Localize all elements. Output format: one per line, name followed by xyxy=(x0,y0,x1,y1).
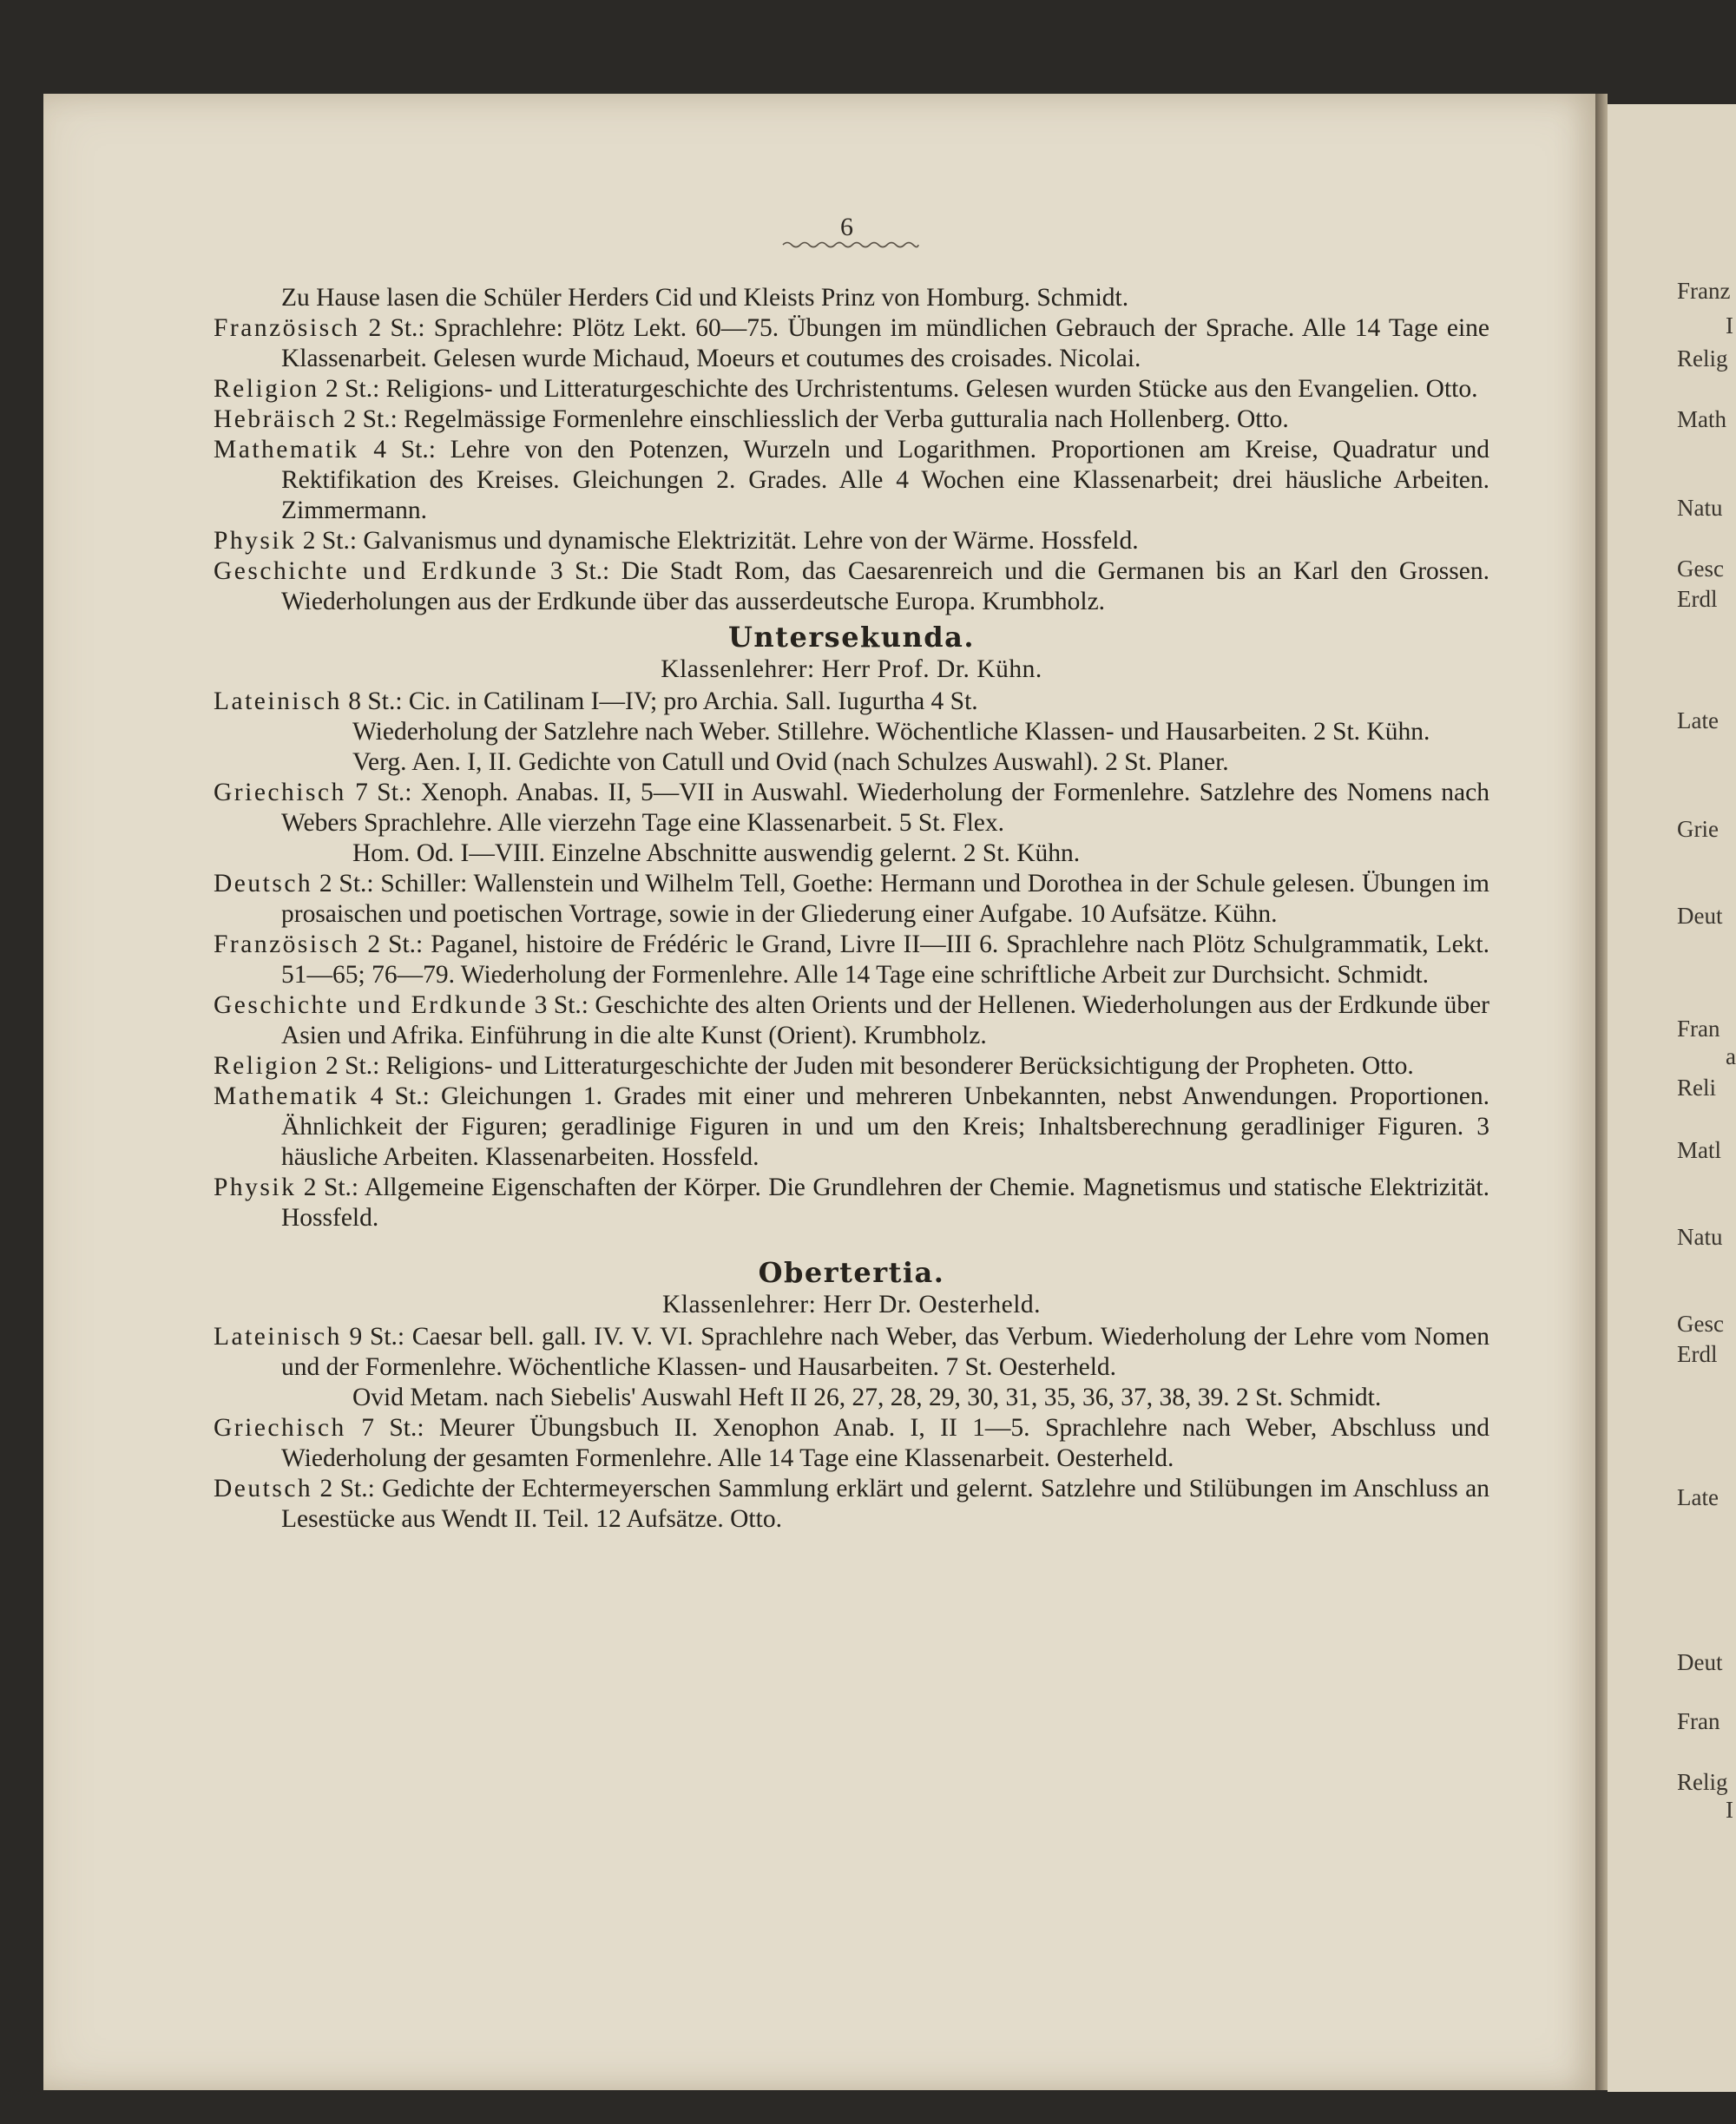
subject-name: Religion xyxy=(214,1052,319,1080)
subject-name: Mathematik xyxy=(214,1082,359,1110)
subject-name: Religion xyxy=(214,375,319,403)
entry-text: 2 St.: Allgemeine Eigenschaften der Körper. Die Grundlehren der Chemie. Magnetismus und statische Elektrizität. Hossfeld. xyxy=(281,1174,1489,1232)
subject-name: Mathematik xyxy=(214,436,359,464)
entry-text: 2 St.: Sprachlehre: Plötz Lekt. 60—75. Übungen im mündlichen Gebrauch der Sprache. Alle 14 Tage eine Klassenarbeit. Gelesen wurde Michaud, Moeurs et coutumes des croisades. Nicolai. xyxy=(281,314,1489,372)
subject-name: Griechisch xyxy=(214,779,346,806)
entry-text: 4 St.: Gleichungen 1. Grades mit einer und mehreren Unbekannten, nebst Anwendungen. Proportionen. Ähnlichkeit der Figuren; geradlinige Figuren in und um den Kreis; Inhaltsberechnung geradliniger Figuren. 3 häusliche Arbeiten. Klassenarbeiten. Hossfeld. xyxy=(281,1082,1489,1171)
subject-name: Physik xyxy=(214,527,297,555)
subject-entry xyxy=(214,526,1489,556)
next-page-fragment: Erdl xyxy=(1677,1341,1718,1367)
next-page-fragment: a xyxy=(1726,1043,1736,1069)
next-page-fragment: Franz xyxy=(1677,278,1731,304)
subject-name: Lateinisch xyxy=(214,1323,342,1351)
entry-text: 2 St.: Religions- und Litteraturgeschichte des Urchristentums. Gelesen wurden Stücke aus den Evangelien. Otto. xyxy=(319,375,1478,403)
next-page-fragment: Grie xyxy=(1677,816,1719,842)
entry-text: Verg. Aen. I, II. Gedichte von Catull und Ovid (nach Schulzes Auswahl). 2 St. Planer. xyxy=(352,748,1229,776)
entry-text: 9 St.: Caesar bell. gall. IV. V. VI. Sprachlehre nach Weber, das Verbum. Wiederholung der Lehre vom Nomen und der Formenlehre. Wöchentliche Klassen- und Hausarbeiten. 7 St. Oesterheld. xyxy=(281,1323,1489,1381)
subject-name: Griechisch xyxy=(214,1414,346,1442)
entry-text: 3 St.: Geschichte des alten Orients und der Hellenen. Wiederholungen aus der Erdkunde über Asien und Afrika. Einführung in die alte Kunst (Orient). Krumbholz. xyxy=(281,991,1489,1049)
entry-text: Ovid Metam. nach Siebelis' Auswahl Heft II 26, 27, 28, 29, 30, 31, 35, 36, 37, 38, 39. 2 St. Schmidt. xyxy=(352,1384,1382,1411)
subject-entry xyxy=(214,1173,1489,1233)
subject-entry xyxy=(214,1474,1489,1535)
class-teacher: Klassenlehrer: Herr Dr. Oesterheld. xyxy=(661,1291,1042,1318)
subject-entry xyxy=(214,1082,1489,1173)
book-gutter xyxy=(1595,94,1608,2090)
next-page-fragment: Reli xyxy=(1677,1075,1716,1101)
subject-name: Lateinisch xyxy=(214,687,342,715)
subject-entry xyxy=(214,283,1489,313)
subject-name: Geschichte und Erdkunde xyxy=(214,557,539,585)
entry-text: 2 St.: Schiller: Wallenstein und Wilhelm Tell, Goethe: Hermann und Dorothea in der Schule gelesen. Übungen im prosaischen und poetischen Vortrage, sowie in der Gliederung einer Aufgabe. 10 Aufsätze. Kühn. xyxy=(281,870,1489,928)
entry-text: Zu Hause lasen die Schüler Herders Cid und Kleists Prinz von Homburg. Schmidt. xyxy=(281,284,1129,312)
next-page-edge xyxy=(1608,104,1736,2092)
page-number: 6 xyxy=(840,213,853,241)
next-page-fragment: Gesc xyxy=(1677,1311,1724,1337)
subject-name: Französisch xyxy=(214,930,360,958)
entry-text: 8 St.: Cic. in Catilinam I—IV; pro Archia. Sall. Iugurtha 4 St. xyxy=(341,687,978,715)
class-teacher: Klassenlehrer: Herr Prof. Dr. Kühn. xyxy=(661,655,1042,683)
entry-text: 2 St.: Religions- und Litteraturgeschichte der Juden mit besonderer Berücksichtigung der Propheten. Otto. xyxy=(319,1052,1414,1080)
subject-entry xyxy=(214,1383,1489,1413)
entry-text: Wiederholung der Satzlehre nach Weber. Stillehre. Wöchentliche Klassen- und Hausarbeiten. 2 St. Kühn. xyxy=(352,718,1430,746)
next-page-fragment: Late xyxy=(1677,707,1719,733)
subject-name: Deutsch xyxy=(214,1475,313,1503)
next-page-fragment: I xyxy=(1726,1797,1733,1823)
next-page-fragment: Deut xyxy=(1677,903,1723,929)
next-page-fragment: Fran xyxy=(1677,1016,1720,1042)
entry-text: 2 St.: Regelmässige Formenlehre einschliesslich der Verba gutturalia nach Hollenberg. Otto. xyxy=(337,405,1289,433)
subject-entry xyxy=(214,556,1489,617)
subject-entry xyxy=(214,778,1489,838)
subject-entry xyxy=(214,404,1489,435)
subject-entry xyxy=(214,990,1489,1051)
section-heading: Obertertia. xyxy=(758,1256,945,1289)
subject-entry xyxy=(214,687,1489,717)
entry-text: 7 St.: Xenoph. Anabas. II, 5—VII in Auswahl. Wiederholung der Formenlehre. Satzlehre des Nomens nach Webers Sprachlehre. Alle vierzehn Tage eine Klassenarbeit. 5 St. Flex. xyxy=(281,779,1489,837)
subject-name: Hebräisch xyxy=(214,405,338,433)
next-page-fragment: Gesc xyxy=(1677,556,1724,582)
ornament-divider xyxy=(781,240,920,250)
entry-text: 3 St.: Die Stadt Rom, das Caesarenreich und die Germanen bis an Karl den Grossen. Wiederholungen aus der Erdkunde über das ausserdeutsche Europa. Krumbholz. xyxy=(281,557,1489,615)
next-page-fragment: I xyxy=(1726,312,1733,339)
next-page-fragment: Relig xyxy=(1677,1769,1728,1795)
subject-entry xyxy=(214,374,1489,404)
subject-entry xyxy=(214,313,1489,374)
next-page-fragment: Natu xyxy=(1677,1224,1723,1250)
section-heading: Untersekunda. xyxy=(728,621,975,654)
subject-entry xyxy=(214,1322,1489,1383)
entry-text: Hom. Od. I—VIII. Einzelne Abschnitte auswendig gelernt. 2 St. Kühn. xyxy=(352,839,1081,867)
subject-name: Physik xyxy=(214,1174,297,1201)
entry-text: 7 St.: Meurer Übungsbuch II. Xenophon Anab. I, II 1—5. Sprachlehre nach Weber, Abschluss und Wiederholung der gesamten Formenlehre. Alle 14 Tage eine Klassenarbeit. Oesterheld. xyxy=(281,1414,1489,1472)
next-page-fragment: Matl xyxy=(1677,1137,1721,1163)
next-page-fragment: Fran xyxy=(1677,1708,1720,1734)
subject-entry xyxy=(214,435,1489,526)
entry-text: 4 St.: Lehre von den Potenzen, Wurzeln und Logarithmen. Proportionen am Kreise, Quadratur und Rektifikation des Kreises. Gleichungen 2. Grades. Alle 4 Wochen eine Klassenarbeit; drei häusliche Arbeiten. Zimmermann. xyxy=(281,436,1489,524)
next-page-fragment: Relig xyxy=(1677,345,1728,372)
entry-text: 2 St.: Galvanismus und dynamische Elektrizität. Lehre von der Wärme. Hossfeld. xyxy=(296,527,1139,555)
subject-entry xyxy=(214,930,1489,990)
subject-name: Französisch xyxy=(214,314,360,342)
next-page-fragment: Erdl xyxy=(1677,586,1718,612)
subject-entry xyxy=(214,1051,1489,1082)
next-page-fragment: Late xyxy=(1677,1484,1719,1510)
subject-entry xyxy=(214,1413,1489,1474)
next-page-fragment: Deut xyxy=(1677,1649,1723,1675)
document-body xyxy=(214,283,1489,1535)
subject-name: Deutsch xyxy=(214,870,313,898)
subject-entry xyxy=(214,838,1489,869)
entry-text: 2 St.: Gedichte der Echtermeyerschen Sammlung erklärt und gelernt. Satzlehre und Stilübungen im Anschluss an Lesestücke aus Wendt II. Teil. 12 Aufsätze. Otto. xyxy=(281,1475,1489,1533)
subject-entry xyxy=(214,717,1489,747)
next-page-fragment: Math xyxy=(1677,406,1726,432)
subject-name: Geschichte und Erdkunde xyxy=(214,991,529,1019)
entry-text: 2 St.: Paganel, histoire de Frédéric le Grand, Livre II—III 6. Sprachlehre nach Plötz Schulgrammatik, Lekt. 51—65; 76—79. Wiederholung der Formenlehre. Alle 14 Tage eine schriftliche Arbeit zur Durchsicht. Schmidt. xyxy=(281,930,1489,989)
next-page-fragment: Natu xyxy=(1677,495,1723,521)
subject-entry xyxy=(214,869,1489,930)
subject-entry xyxy=(214,747,1489,778)
